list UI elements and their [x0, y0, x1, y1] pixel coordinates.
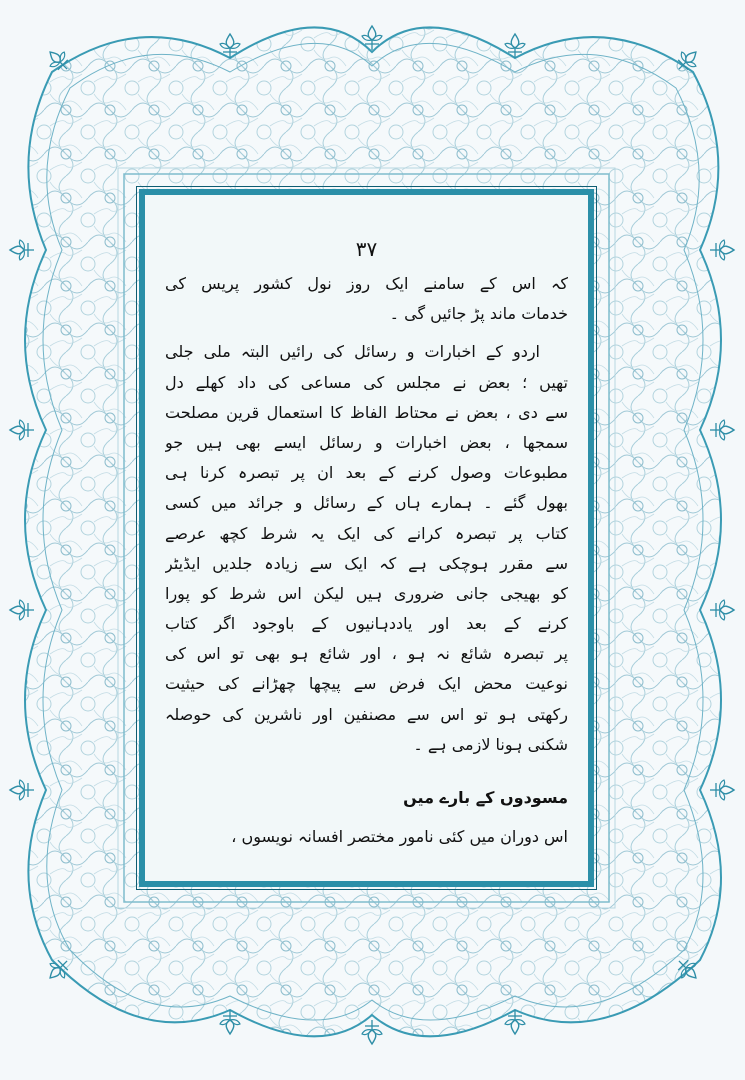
text-line: نوعیت محض ایک فرض سے پیچھا چھڑانے کی حیثیت [165, 674, 568, 694]
page-number: ۳۷ [355, 237, 378, 261]
text-line: رکھتی ہو تو اس سے مصنفین اور ناشرین کی حوصلہ [165, 704, 568, 724]
text-line: تھیں ؛ بعض نے مجلس کی مساعی کی داد کھلے دل [165, 372, 568, 392]
text-line: سے دی ، بعض نے محتاط الفاظ کا استعمال قرین مصلحت [165, 402, 568, 422]
text-line: کو بھیجی جانی ضروری ہیں لیکن اس شرط کو پورا [165, 583, 568, 603]
text-line: سمجھا ، بعض اخبارات و رسائل ایسے بھی ہیں جو [165, 432, 568, 452]
text-line: کرنے کے بعد اور یاددہانیوں کے باوجود اگر کتاب [165, 614, 568, 634]
body-text [165, 269, 568, 852]
text-line: پر تبصرہ شائع نہ ہو ، اور شائع ہو بھی تو اس کی [165, 644, 568, 664]
text-line: خدمات ماند پڑ جائیں گی ۔ [389, 304, 568, 324]
text-line: اس دوران میں کئی نامور مختصر افسانہ نویسوں ، [231, 827, 568, 846]
section-heading: مسودوں کے بارے میں [403, 788, 568, 807]
text-line: شکنی ہونا لازمی ہے ۔ [413, 734, 568, 754]
text-line: کتاب پر تبصرہ کرانے کی ایک یہ شرط کچھ عرصے [165, 523, 568, 543]
text-line: مطبوعات وصول کرنے کے بعد ان پر تبصرہ کرنا ہی [165, 463, 568, 483]
text-panel [139, 189, 594, 887]
text-line: بھول گئے ۔ ہمارے ہاں کے رسائل و جرائد میں کسی [165, 493, 568, 513]
text-line: کہ اس کے سامنے ایک روز نول کشور پریس کی [165, 274, 568, 293]
text-line: اردو کے اخبارات و رسائل کی رائیں البتہ ملی جلی [165, 342, 540, 362]
text-line: سے مقرر ہوچکی ہے کہ ایک سے زیادہ جلدیں ایڈیٹر [165, 553, 568, 573]
